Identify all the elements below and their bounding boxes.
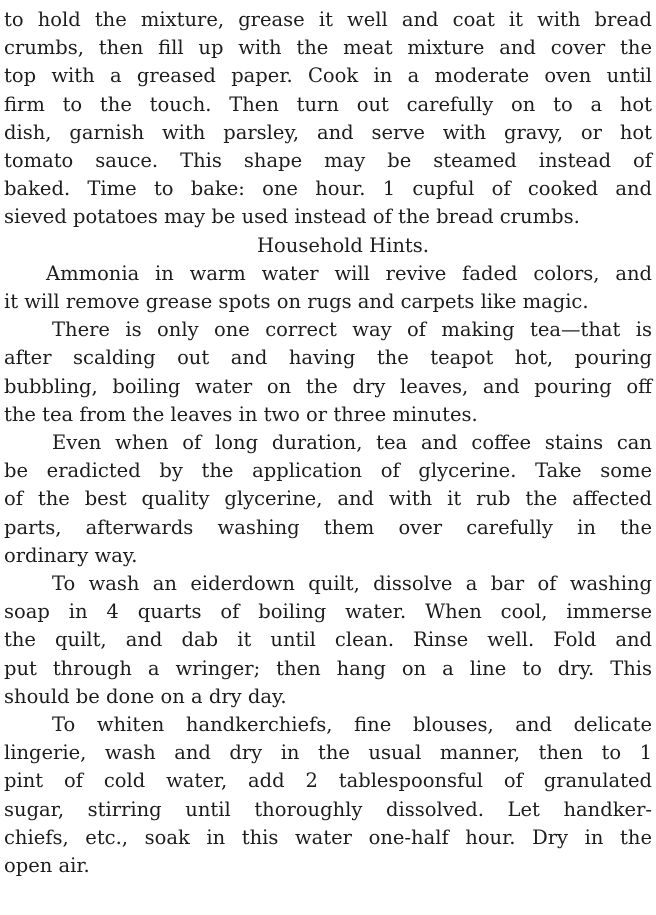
text-line: sieved potatoes may be used instead of the bread crumbs. xyxy=(4,205,580,229)
text-line: of the best quality glycerine, and with it rub the affected xyxy=(4,487,652,511)
text-line: dish, garnish with parsley, and serve with gravy, or hot xyxy=(4,120,652,144)
text-line: soap in 4 quarts of boiling water. When cool, immerse xyxy=(4,600,652,624)
text-line: To whiten handkerchiefs, fine blouses, and delicate xyxy=(52,713,652,737)
text-line: chiefs, etc., soak in this water one-half hour. Dry in the xyxy=(4,825,652,849)
text-line: There is only one correct way of making tea—that is xyxy=(52,318,652,342)
text-line: after scalding out and having the teapot hot, pouring xyxy=(4,346,652,370)
text-line: top with a greased paper. Cook in a moderate oven until xyxy=(4,64,652,88)
hint-paragraph-quilt xyxy=(4,570,652,711)
text-line: Even when of long duration, tea and coffee stains can xyxy=(52,431,652,455)
text-line: ordinary way. xyxy=(4,543,138,567)
text-line: sugar, stirring until thoroughly dissolved. Let handker- xyxy=(4,797,652,821)
text-line: the tea from the leaves in two or three minutes. xyxy=(4,402,478,426)
text-line: To wash an eiderdown quilt, dissolve a bar of washing xyxy=(52,572,652,596)
text-line: the quilt, and dab it until clean. Rinse well. Fold and xyxy=(4,628,652,652)
text-line: bubbling, boiling water on the dry leaves, and pouring off xyxy=(4,374,652,398)
text-line: should be done on a dry day. xyxy=(4,684,287,708)
recipe-continuation-paragraph xyxy=(4,6,652,232)
hint-paragraph-stains xyxy=(4,429,652,570)
section-heading: Household Hints. xyxy=(257,233,429,257)
text-line: put through a wringer; then hang on a line to dry. This xyxy=(4,656,652,680)
hint-paragraph-tea xyxy=(4,316,652,429)
text-line: it will remove grease spots on rugs and carpets like magic. xyxy=(4,290,589,314)
text-line: pint of cold water, add 2 tablespoonsful of granulated xyxy=(4,769,652,793)
text-line: crumbs, then fill up with the meat mixture and cover the xyxy=(4,36,652,60)
text-line: be eradicted by the application of glycerine. Take some xyxy=(4,459,652,483)
hint-paragraph-handkerchiefs xyxy=(4,711,652,880)
text-line: tomato sauce. This shape may be steamed instead of xyxy=(4,149,652,173)
text-line: to hold the mixture, grease it well and coat it with bread xyxy=(4,8,652,31)
text-line: baked. Time to bake: one hour. 1 cupful of cooked and xyxy=(4,177,652,201)
text-line: lingerie, wash and dry in the usual manner, then to 1 xyxy=(4,741,652,765)
text-line: open air. xyxy=(4,854,90,878)
hint-paragraph-ammonia xyxy=(4,260,652,316)
text-line: parts, afterwards washing them over carefully in the xyxy=(4,515,652,539)
text-line: firm to the touch. Then turn out carefully on to a hot xyxy=(4,92,652,116)
text-line: Ammonia in warm water will revive faded colors, and xyxy=(46,261,652,285)
